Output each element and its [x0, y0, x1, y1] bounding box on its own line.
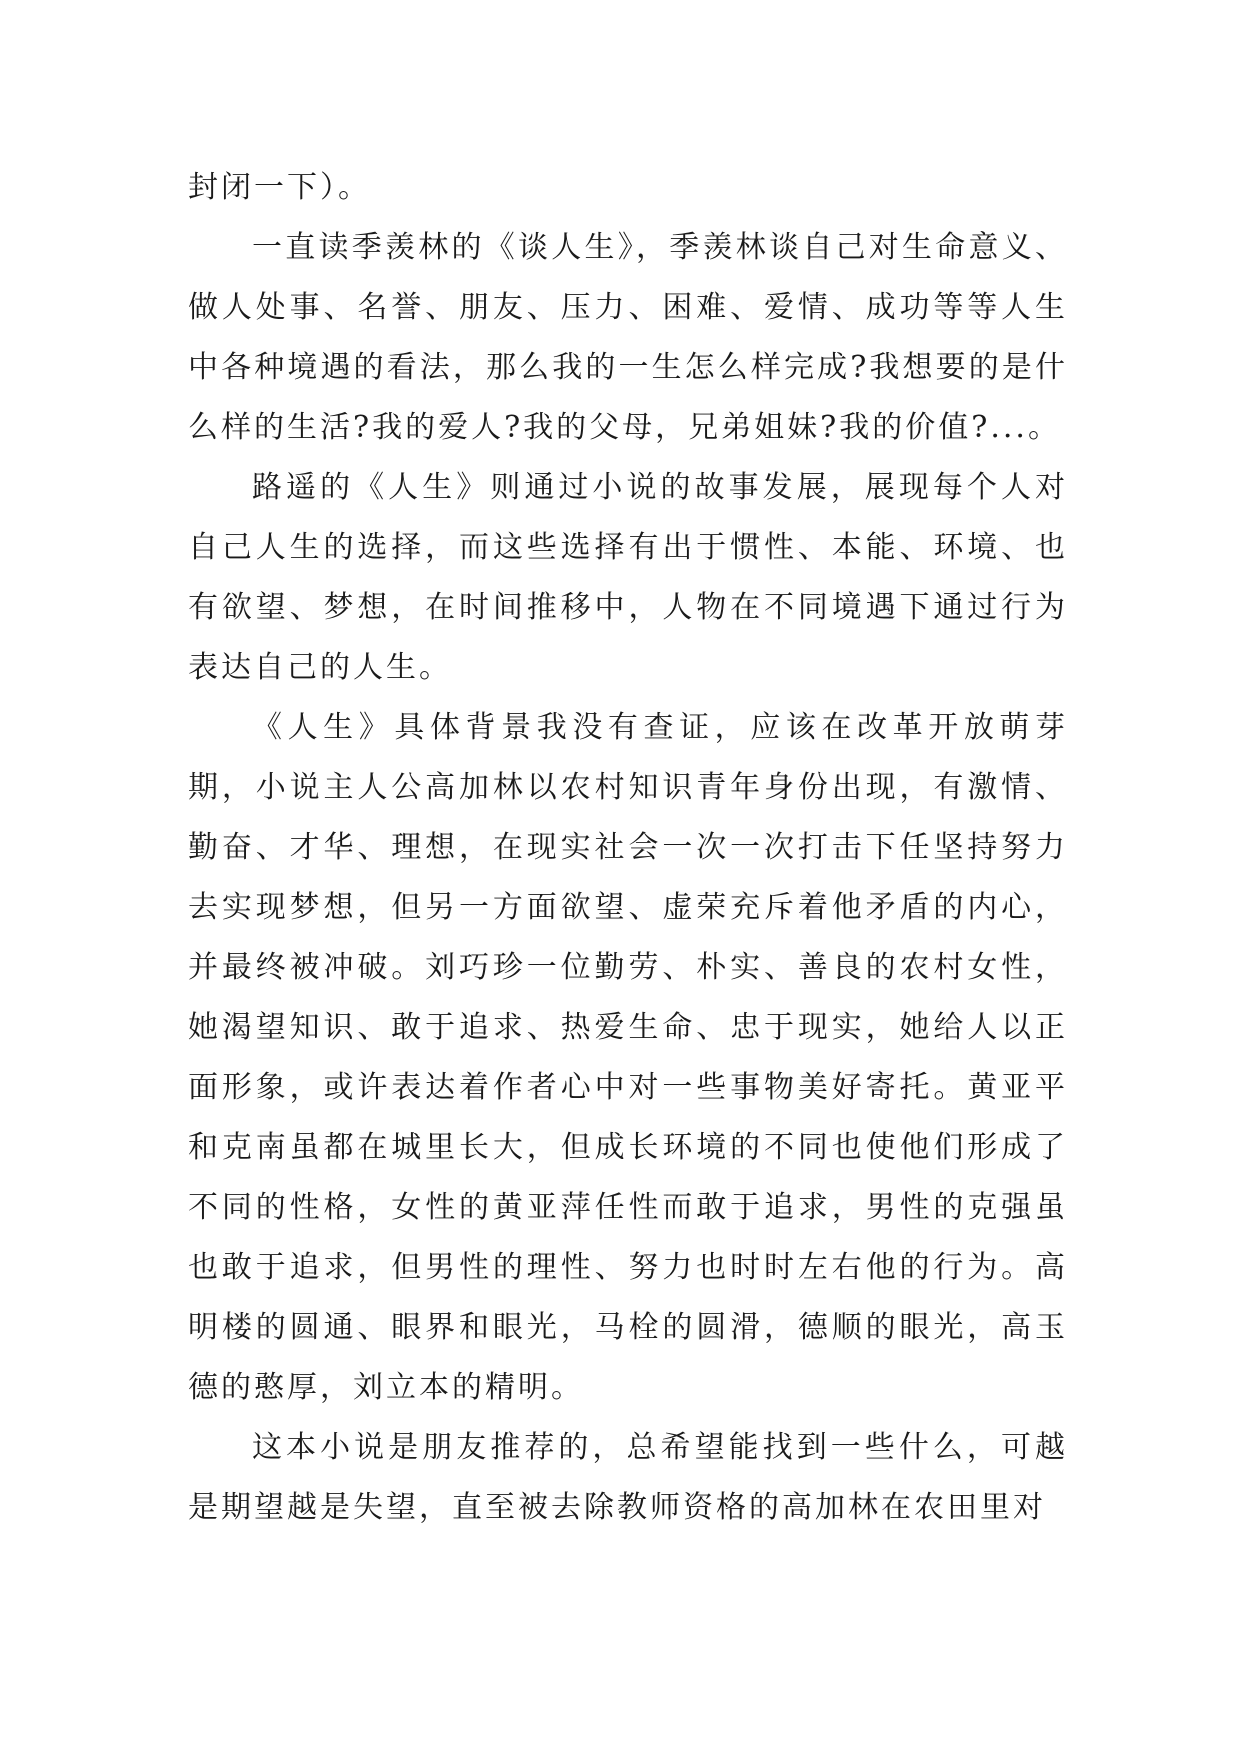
text-line: 小说主人公高加林以农村知识青年身份出现，有激情、勤奋、	[188, 770, 1069, 865]
text-line: 封闭一下）。	[188, 170, 371, 205]
text-line: 刘立本的精明。	[353, 1370, 584, 1405]
text-line: 一直读季羡林的《谈人生》，季羡林谈自己对生命意义、	[252, 230, 1068, 265]
text-line: 是期望越是失望，直至被去除教师资格的高加林在农田里对	[188, 1490, 1046, 1525]
paragraph	[188, 458, 1068, 698]
paragraph	[188, 698, 1068, 1418]
text-line: 值?...。	[938, 410, 1061, 445]
text-line: 自己人生的选择，而这些选择有出于惯性、本能、环境、也	[188, 530, 1068, 565]
text-line: 都在城里长大，但成长环境的不同也使他们形成了不同的性	[188, 1130, 1069, 1225]
text-line: 求，但男性的理性、努力也时时左右他的行为。高明楼的圆	[188, 1250, 1069, 1345]
text-line: 格，女性的黄亚萍任性而敢于追求，男性的克强虽也敢于追	[188, 1190, 1069, 1285]
text-line: 做人处事、名誉、朋友、压力、困难、爱情、成功等等人生	[188, 290, 1068, 325]
text-line: 有欲望、梦想，在时间推移中，人物在不同境遇下通过行为	[188, 590, 1068, 625]
text-line: 或许表达着作者心中对一些事物美好寄托。黄亚平和克南虽	[188, 1070, 1069, 1165]
text-line: 什么样的生活?我的爱人?我的父母，兄弟姐妹?我的价	[188, 350, 1068, 445]
text-line: 梦想，但另一方面欲望、虚荣充斥着他矛盾的内心，并最终	[188, 890, 1068, 985]
paragraph	[188, 158, 1068, 218]
text-line: 《人生》具体背景我没有查证，应该在改革开放萌芽期，	[188, 710, 1068, 805]
paragraph	[188, 1418, 1068, 1538]
text-line: 通、眼界和眼光，马栓的圆滑，德顺的眼光，高玉德的憨厚，	[188, 1310, 1069, 1405]
document-body	[188, 158, 1068, 1538]
text-line: 被冲破。刘巧珍一位勤劳、朴实、善良的农村女性，她渴望	[188, 950, 1068, 1045]
text-line: 才华、理想，在现实社会一次一次打击下任坚持努力去实现	[188, 830, 1068, 925]
text-line: 中各种境遇的看法，那么我的一生怎么样完成?我想要的是	[188, 350, 1035, 385]
text-line: 表达自己的人生。	[188, 650, 452, 685]
paragraph	[188, 218, 1068, 458]
text-line: 这本小说是朋友推荐的，总希望能找到一些什么，可越	[252, 1430, 1068, 1465]
text-line: 路遥的《人生》则通过小说的故事发展，展现每个人对	[252, 470, 1068, 505]
text-line: 知识、敢于追求、热爱生命、忠于现实，她给人以正面形象，	[188, 1010, 1068, 1105]
